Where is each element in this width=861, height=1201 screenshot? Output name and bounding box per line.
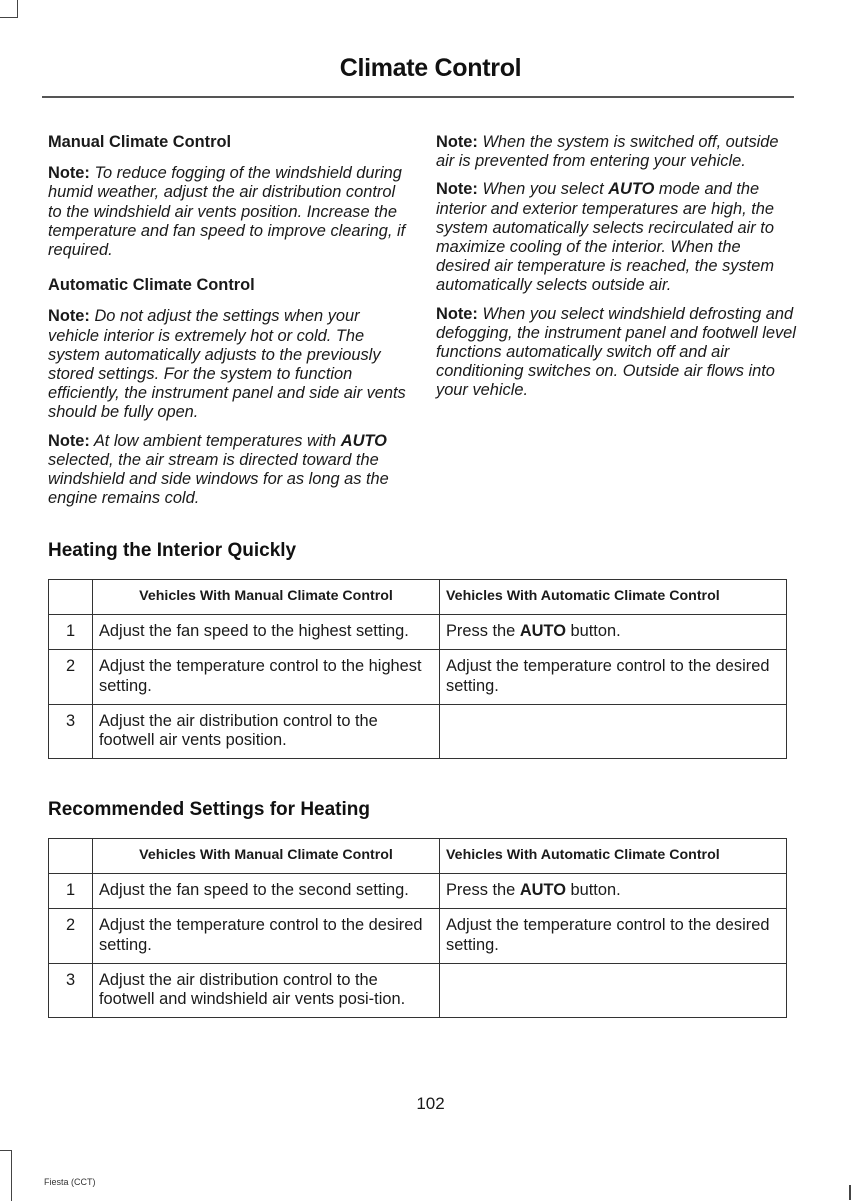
automatic-step — [440, 874, 787, 909]
step-number: 3 — [49, 963, 93, 1017]
step-text: button. — [570, 622, 621, 641]
note-auto-recirculation — [436, 180, 796, 295]
table-row — [49, 874, 787, 909]
table-row — [49, 963, 787, 1017]
note-switched-off — [436, 133, 796, 171]
title-divider — [42, 96, 794, 98]
note-label: Note: — [436, 180, 478, 199]
note-label: Note: — [48, 431, 90, 450]
manual-step: Adjust the fan speed to the second setting. — [93, 874, 440, 909]
heating-quickly-table — [48, 579, 787, 759]
step-number: 2 — [49, 650, 93, 704]
step-number: 1 — [49, 615, 93, 650]
automatic-step: Adjust the temperature control to the desired setting. — [440, 650, 787, 704]
crop-mark-bottom-left — [0, 1150, 12, 1201]
column-header-automatic: Vehicles With Automatic Climate Control — [440, 580, 787, 615]
page-number: 102 — [416, 1094, 445, 1113]
left-column — [48, 133, 408, 517]
automatic-step — [440, 963, 787, 1017]
manual-step: Adjust the temperature control to the desired setting. — [93, 909, 440, 963]
column-header-step — [49, 580, 93, 615]
auto-keyword: AUTO — [519, 881, 566, 900]
table-header-row — [49, 839, 787, 874]
manual-climate-control-heading: Manual Climate Control — [48, 133, 232, 151]
note-label: Note: — [436, 133, 478, 151]
note-text: At low ambient temperatures with — [93, 431, 337, 450]
manual-step: Adjust the fan speed to the highest setting. — [93, 615, 440, 650]
automatic-step — [440, 615, 787, 650]
automatic-step: Adjust the temperature control to the desired setting. — [440, 909, 787, 963]
note-defrosting — [436, 305, 796, 401]
automatic-climate-control-heading: Automatic Climate Control — [48, 276, 255, 295]
recommended-heating-heading: Recommended Settings for Heating — [48, 799, 370, 820]
step-number: 1 — [49, 874, 93, 909]
note-text: mode and the interior and exterior temperatures are high, the system automatically selects recirculated air to maximize cooling of the interior. When the desired air temperature is reached, the system automatically selects outside air. — [436, 180, 775, 295]
note-text: Do not adjust the settings when your vehicle interior is extremely hot or cold. The system automatically adjusts to the previously stored settings. For the system to function efficiently, the instrument panel and side air vents should be fully open. — [48, 307, 406, 422]
column-header-step — [49, 839, 93, 874]
note-text: When the system is switched off, outside air is prevented from entering your vehicle. — [436, 133, 779, 171]
note-fogging — [48, 164, 408, 260]
auto-keyword: AUTO — [340, 431, 387, 450]
note-text: To reduce fogging of the windshield during humid weather, adjust the air distribution control to the windshield air vents position. Increase the temperature and fan speed to improve clearing, if required. — [48, 164, 406, 260]
auto-keyword: AUTO — [519, 622, 566, 641]
step-text: Press the — [446, 881, 516, 900]
step-number: 2 — [49, 909, 93, 963]
crop-mark-bottom-right — [849, 1185, 851, 1200]
recommended-heating-table — [48, 838, 787, 1018]
table-row — [49, 909, 787, 963]
column-header-manual: Vehicles With Manual Climate Control — [93, 839, 440, 874]
table-row — [49, 615, 787, 650]
note-low-temperatures — [48, 432, 408, 509]
note-label: Note: — [48, 307, 90, 326]
note-text: When you select — [482, 180, 604, 199]
note-text: When you select windshield defrosting and defogging, the instrument panel and footwell level functions automatically switch off and air conditioning switches on. Outside air flows into your vehicle. — [436, 304, 796, 400]
column-header-automatic: Vehicles With Automatic Climate Control — [440, 839, 787, 874]
manual-step: Adjust the temperature control to the highest setting. — [93, 650, 440, 704]
note-label: Note: — [436, 304, 478, 323]
crop-mark-top-left — [0, 0, 18, 18]
right-column — [436, 133, 796, 410]
table-row — [49, 650, 787, 704]
manual-step: Adjust the air distribution control to the footwell air vents position. — [93, 704, 440, 758]
note-settings — [48, 307, 408, 422]
footer-model-label: Fiesta (CCT) — [44, 1177, 96, 1187]
step-text: Press the — [446, 622, 516, 641]
auto-keyword: AUTO — [608, 180, 655, 199]
step-number: 3 — [49, 704, 93, 758]
column-header-manual: Vehicles With Manual Climate Control — [93, 580, 440, 615]
page-title: Climate Control — [339, 54, 522, 82]
automatic-step — [440, 704, 787, 758]
table-row — [49, 704, 787, 758]
note-text: selected, the air stream is directed toward the windshield and side windows for as long as the engine remains cold. — [48, 450, 389, 508]
step-text: button. — [570, 881, 621, 900]
manual-step: Adjust the air distribution control to the footwell and windshield air vents posi-tion. — [93, 963, 440, 1017]
table-header-row — [49, 580, 787, 615]
note-label: Note: — [48, 164, 90, 183]
heating-quickly-heading: Heating the Interior Quickly — [48, 540, 297, 561]
